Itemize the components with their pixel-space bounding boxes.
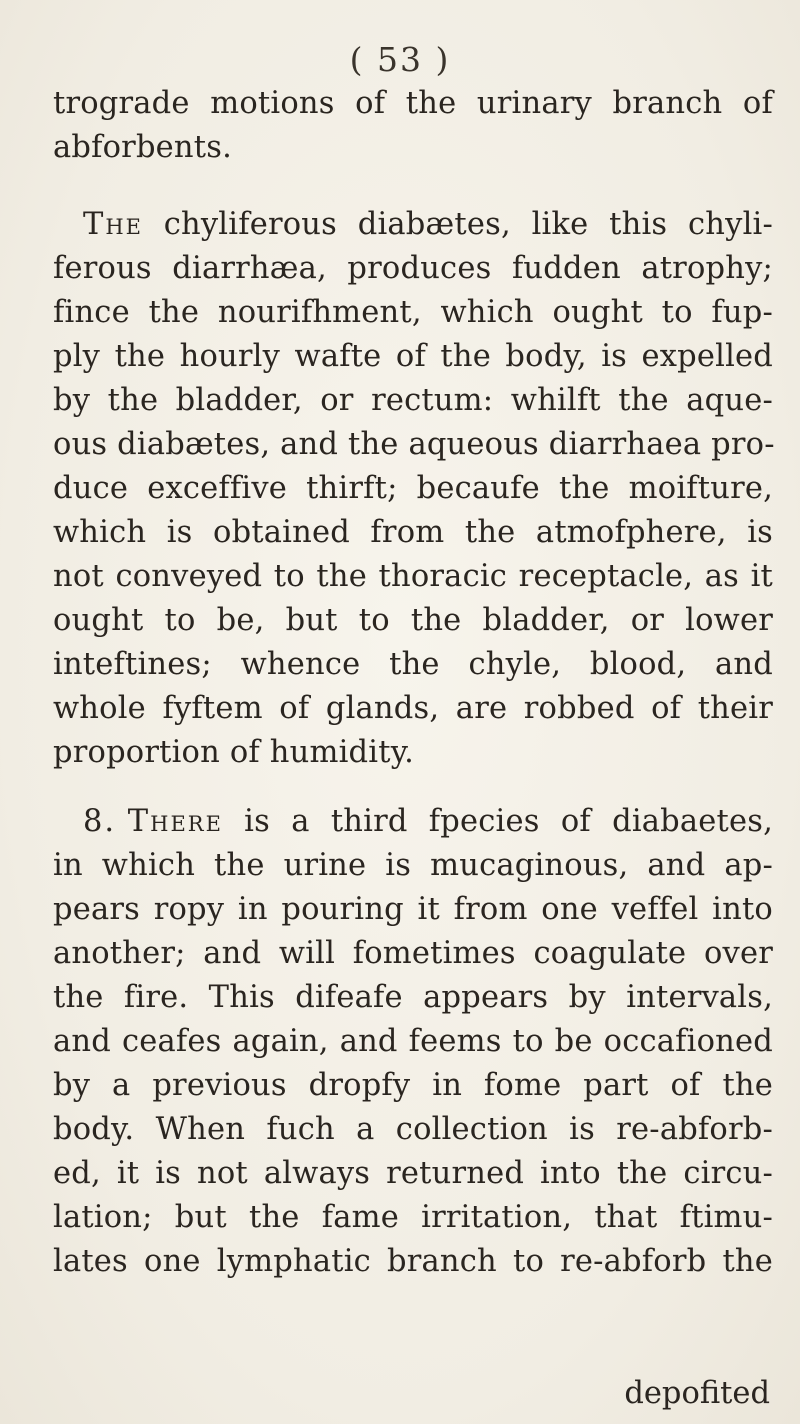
text-line: fince the nourifhment, which ought to fup- — [53, 295, 773, 330]
text-line: proportion of humidity. — [53, 735, 414, 770]
paragraph-3 — [53, 800, 773, 1284]
text-line: lates one lymphatic branch to re-abforb the — [53, 1244, 773, 1279]
text-line: trograde motions of the urinary branch of — [53, 86, 773, 121]
text-line: ous diabætes, and the aqueous diarrhaea pro- — [53, 427, 775, 462]
text-fragment: is a third fpecies of diabaetes, — [222, 804, 773, 839]
page-number: ( 53 ) — [349, 40, 451, 79]
text-line: whole fyftem of glands, are robbed of their — [53, 691, 773, 726]
text-line: which is obtained from the atmofphere, is — [53, 515, 773, 550]
catchword: depofited — [624, 1376, 770, 1411]
text-line-first — [53, 800, 773, 844]
text-line: abforbents. — [53, 130, 232, 165]
text-line: and ceafes again, and feems to be occafioned — [53, 1024, 773, 1059]
body-text — [53, 82, 773, 1284]
paragraph-1 — [53, 82, 773, 170]
text-line: body. When fuch a collection is re-abforb- — [53, 1112, 773, 1147]
text-line: in which the urine is mucaginous, and ap- — [53, 848, 773, 883]
text-line: by a previous dropfy in fome part of the — [53, 1068, 773, 1103]
text-line: pears ropy in pouring it from one veffel into — [53, 892, 773, 927]
text-line: duce exceffive thirft; becaufe the moifture, — [53, 471, 773, 506]
text-line: the fire. This difeafe appears by intervals, — [53, 980, 773, 1015]
paragraph-lead-word: 8. There — [83, 804, 223, 839]
text-line: ought to be, but to the bladder, or lower — [53, 603, 773, 638]
paragraph-lead-word: The — [83, 207, 143, 242]
text-line: not conveyed to the thoracic receptacle, as it — [53, 559, 773, 594]
paragraph-2 — [53, 203, 773, 775]
text-line: ferous diarrhæa, produces fudden atrophy; — [53, 251, 773, 286]
text-line: ply the hourly wafte of the body, is expelled — [53, 339, 773, 374]
text-line: by the bladder, or rectum: whilft the aque- — [53, 383, 773, 418]
text-fragment: chyliferous diabætes, like this chyli- — [143, 207, 773, 242]
text-line: inteftines; whence the chyle, blood, and — [53, 647, 773, 682]
text-line: ed, it is not always returned into the circu- — [53, 1156, 773, 1191]
text-line-first — [53, 203, 773, 247]
text-line: lation; but the fame irritation, that ftimu- — [53, 1200, 773, 1235]
text-line: another; and will fometimes coagulate over — [53, 936, 773, 971]
